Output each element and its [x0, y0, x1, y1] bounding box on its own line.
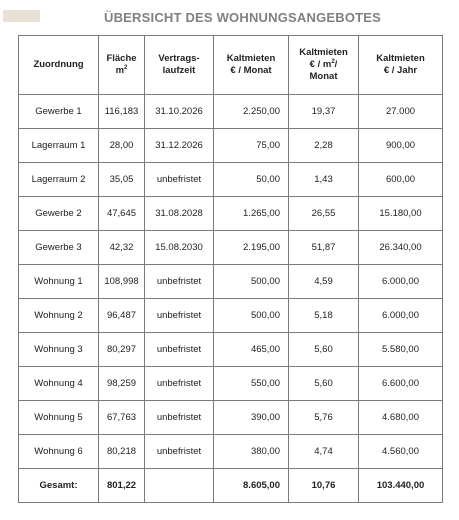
cell-laufzeit: 31.12.2026: [145, 129, 214, 163]
cell-qm: 4,59: [289, 265, 359, 299]
table-row: [19, 129, 443, 163]
cell-flaeche: 28,00: [99, 129, 145, 163]
cell-laufzeit: unbefristet: [145, 435, 214, 469]
total-qm: 10,76: [289, 469, 359, 503]
cell-jahr: 4.680,00: [359, 401, 443, 435]
header-vertragslaufzeit: Vertrags- laufzeit: [145, 36, 214, 95]
cell-laufzeit: unbefristet: [145, 265, 214, 299]
table-row: [19, 367, 443, 401]
total-jahr: 103.440,00: [359, 469, 443, 503]
cell-monat: 500,00: [214, 299, 289, 333]
cell-monat: 465,00: [214, 333, 289, 367]
table-row: [19, 401, 443, 435]
cell-zuordnung: Gewerbe 3: [19, 231, 99, 265]
table-row: [19, 163, 443, 197]
cell-laufzeit: unbefristet: [145, 367, 214, 401]
cell-qm: 51,87: [289, 231, 359, 265]
cell-flaeche: 98,259: [99, 367, 145, 401]
cell-laufzeit: 31.08.2028: [145, 197, 214, 231]
cell-flaeche: 96,487: [99, 299, 145, 333]
cell-flaeche: 35,05: [99, 163, 145, 197]
table-header-row: [19, 36, 443, 95]
cell-qm: 2,28: [289, 129, 359, 163]
table-row: [19, 95, 443, 129]
cell-zuordnung: Wohnung 5: [19, 401, 99, 435]
cell-flaeche: 80,297: [99, 333, 145, 367]
apartment-offers-table: [18, 35, 443, 503]
cell-jahr: 6.000,00: [359, 299, 443, 333]
table-total-row: [19, 469, 443, 503]
page-title: ÜBERSICHT DES WOHNUNGSANGEBOTES: [104, 10, 382, 25]
header-flaeche: Fläche $m^2$: [99, 36, 145, 95]
cell-qm: 5,60: [289, 367, 359, 401]
cell-jahr: 5.580,00: [359, 333, 443, 367]
cell-zuordnung: Gewerbe 2: [19, 197, 99, 231]
total-flaeche: 801,22: [99, 469, 145, 503]
cell-zuordnung: Gewerbe 1: [19, 95, 99, 129]
cell-flaeche: 108,998: [99, 265, 145, 299]
cell-qm: 1,43: [289, 163, 359, 197]
cell-jahr: 27.000: [359, 95, 443, 129]
cell-laufzeit: 31.10.2026: [145, 95, 214, 129]
cell-jahr: 900,00: [359, 129, 443, 163]
cell-monat: 380,00: [214, 435, 289, 469]
cell-jahr: 600,00: [359, 163, 443, 197]
table-row: [19, 265, 443, 299]
header-kaltmieten-monat: Kaltmieten € / Monat: [214, 36, 289, 95]
cell-monat: 1.265,00: [214, 197, 289, 231]
table-row: [19, 435, 443, 469]
cell-zuordnung: Wohnung 4: [19, 367, 99, 401]
decorative-accent-bar: [3, 10, 40, 22]
table-row: [19, 333, 443, 367]
header-kaltmieten-qm: Kaltmieten € / $m^2/$ Monat: [289, 36, 359, 95]
cell-zuordnung: Lagerraum 1: [19, 129, 99, 163]
cell-jahr: 4.560,00: [359, 435, 443, 469]
cell-qm: 19,37: [289, 95, 359, 129]
cell-qm: 26,55: [289, 197, 359, 231]
cell-monat: 500,00: [214, 265, 289, 299]
cell-jahr: 15.180,00: [359, 197, 443, 231]
cell-qm: 5,18: [289, 299, 359, 333]
cell-flaeche: 47,645: [99, 197, 145, 231]
cell-laufzeit: unbefristet: [145, 299, 214, 333]
cell-jahr: 26.340,00: [359, 231, 443, 265]
cell-monat: 2.250,00: [214, 95, 289, 129]
cell-zuordnung: Wohnung 3: [19, 333, 99, 367]
cell-laufzeit: unbefristet: [145, 333, 214, 367]
total-label: Gesamt:: [19, 469, 99, 503]
cell-laufzeit: unbefristet: [145, 163, 214, 197]
cell-monat: 2.195,00: [214, 231, 289, 265]
cell-monat: 550,00: [214, 367, 289, 401]
header-zuordnung: Zuordnung: [19, 36, 99, 95]
cell-zuordnung: Wohnung 6: [19, 435, 99, 469]
cell-zuordnung: Wohnung 2: [19, 299, 99, 333]
cell-flaeche: 116,183: [99, 95, 145, 129]
cell-flaeche: 42,32: [99, 231, 145, 265]
cell-zuordnung: Lagerraum 2: [19, 163, 99, 197]
total-laufzeit: [145, 469, 214, 503]
cell-monat: 75,00: [214, 129, 289, 163]
table-row: [19, 231, 443, 265]
total-monat: 8.605,00: [214, 469, 289, 503]
cell-jahr: 6.600,00: [359, 367, 443, 401]
header-kaltmieten-jahr: Kaltmieten € / Jahr: [359, 36, 443, 95]
cell-qm: 4,74: [289, 435, 359, 469]
table-row: [19, 299, 443, 333]
cell-qm: 5,76: [289, 401, 359, 435]
table-row: [19, 197, 443, 231]
cell-monat: 50,00: [214, 163, 289, 197]
cell-laufzeit: 15.08.2030: [145, 231, 214, 265]
cell-monat: 390,00: [214, 401, 289, 435]
cell-laufzeit: unbefristet: [145, 401, 214, 435]
cell-zuordnung: Wohnung 1: [19, 265, 99, 299]
cell-qm: 5,60: [289, 333, 359, 367]
cell-jahr: 6.000,00: [359, 265, 443, 299]
cell-flaeche: 67,763: [99, 401, 145, 435]
cell-flaeche: 80,218: [99, 435, 145, 469]
